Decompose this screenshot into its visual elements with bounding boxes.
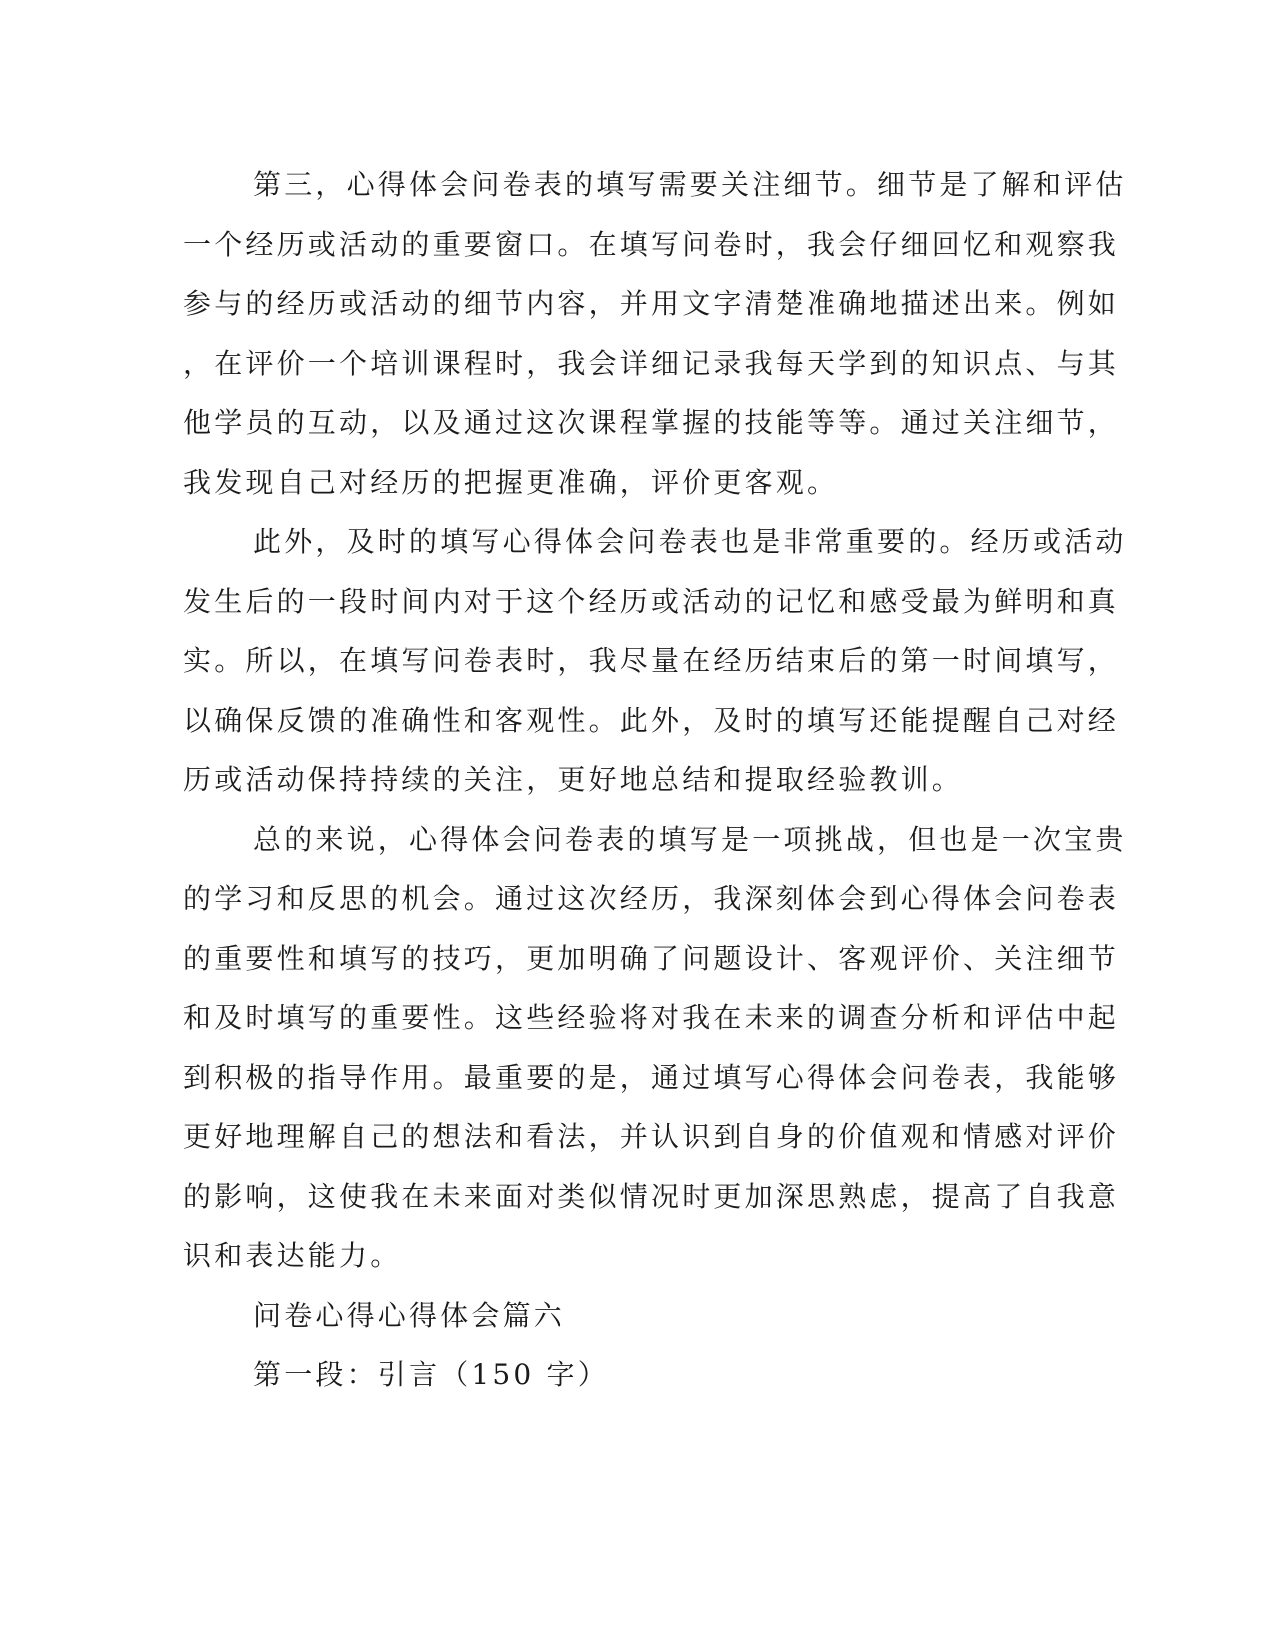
text-line: 第三，心得体会问卷表的填写需要关注细节。细节是了解和评估: [253, 168, 1127, 201]
text-line: 一个经历或活动的重要窗口。在填写问卷时，我会仔细回忆和观察我: [183, 227, 1120, 261]
text-line: 实。所以，在填写问卷表时，我尽量在经历结束后的第一时间填写，: [183, 644, 1120, 677]
text-line: 此外，及时的填写心得体会问卷表也是非常重要的。经历或活动: [253, 525, 1127, 558]
text-line: 到积极的指导作用。最重要的是，通过填写心得体会问卷表，我能够: [183, 1060, 1120, 1094]
text-line: 以确保反馈的准确性和客观性。此外，及时的填写还能提醒自己对经: [183, 703, 1120, 737]
text-line: 的重要性和填写的技巧，更加明确了问题设计、客观评价、关注细节: [183, 941, 1120, 975]
paragraph-timeliness: [183, 512, 1127, 810]
text-line: 更好地理解自己的想法和看法，并认识到自身的价值观和情感对评价: [183, 1120, 1120, 1153]
subheading: 第一段：引言（150 字）: [253, 1358, 609, 1391]
section-heading: 问卷心得心得体会篇六: [253, 1298, 566, 1332]
text-line: 他学员的互动，以及通过这次课程掌握的技能等等。通过关注细节，: [183, 406, 1120, 439]
paragraph-details: [183, 155, 1127, 512]
text-line: 总的来说，心得体会问卷表的填写是一项挑战，但也是一次宝贵: [253, 822, 1127, 856]
text-line: ，在评价一个培训课程时，我会详细记录我每天学到的知识点、与其: [183, 346, 1120, 380]
text-line: 识和表达能力。: [183, 1239, 402, 1272]
paragraph-conclusion: [183, 810, 1127, 1286]
text-line: 的影响，这使我在未来面对类似情况时更加深思熟虑，提高了自我意: [183, 1179, 1120, 1213]
document-body: [183, 155, 1127, 1405]
text-line: 发生后的一段时间内对于这个经历或活动的记忆和感受最为鲜明和真: [183, 584, 1120, 618]
text-line: 和及时填写的重要性。这些经验将对我在未来的调查分析和评估中起: [183, 1001, 1120, 1034]
text-line: 的学习和反思的机会。通过这次经历，我深刻体会到心得体会问卷表: [183, 882, 1120, 915]
text-line: 历或活动保持持续的关注，更好地总结和提取经验教训。: [183, 763, 964, 796]
text-line: 我发现自己对经历的把握更准确，评价更客观。: [183, 465, 839, 499]
text-line: 参与的经历或活动的细节内容，并用文字清楚准确地描述出来。例如: [183, 287, 1120, 320]
